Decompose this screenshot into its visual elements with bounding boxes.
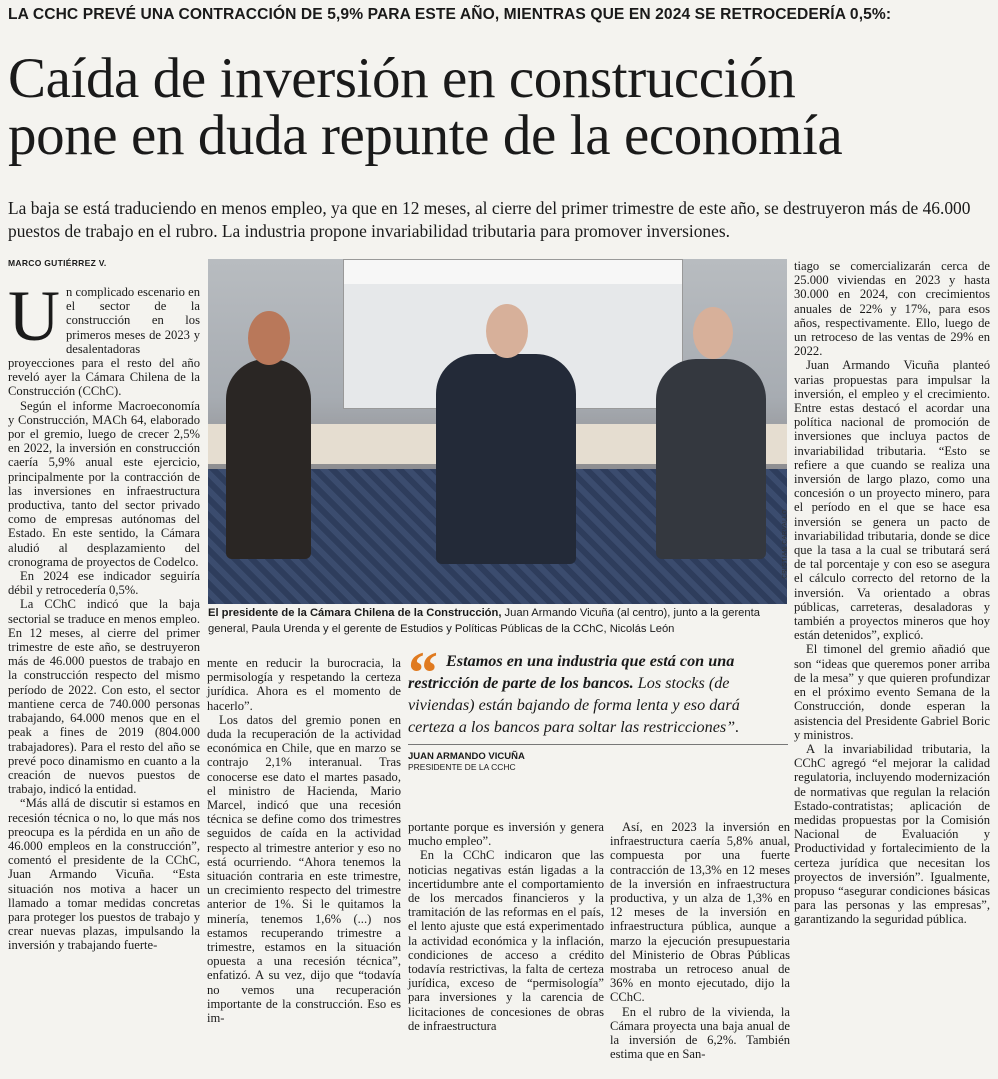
article-column-1 — [8, 276, 200, 953]
paragraph: Los datos del gremio ponen en duda la recuperación de la actividad económica en Chile, que en marzo se contrajo 2,1% interanual. Tras conocerse ese dato el martes pasado, el ministro de Hacienda, Mario Marcel, indicó que una recesión técnica se define como dos trimestres seguidos de caída en la actividad respecto al trimestre anterior y eso no está ocurriendo. “Ahora tenemos la situación contraria en este trimestre, un crecimiento respecto del trimestre anterior de 1%. Si le quitamos la minería, tenemos 1,6% (...) nos estamos recuperando trimestre a trimestre, estamos en la situación opuesta a una recesión técnica”, enfatizó. A su vez, dijo que “todavía no vemos una recuperación importante de la construcción. Eso es im- — [207, 712, 401, 1026]
paragraph: La CChC indicó que la baja sectorial se traduce en menos empleo. En 12 meses, al cierre del primer trimestre de este año, se destruyeron más de 46.000 puestos de trabajo en la construcción respecto del mismo período de 2022. Con esto, el sector mantiene cerca de 740.000 personas trabajando, 64.000 menos que en el peak a fines de 2019 (804.000 trabajadores). Para el resto del año se prevé poco dinamismo en cuanto a la creación de nuevos puestos de trabajo, indicó la entidad. — [8, 597, 200, 797]
quote-mark-icon: “ — [408, 640, 438, 706]
headline — [8, 47, 993, 167]
person-center — [436, 354, 576, 564]
person-right — [656, 359, 766, 559]
photo-credit: CRISTIAN CARVALLO — [783, 509, 789, 579]
article-column-3 — [408, 820, 604, 1033]
quote-text: Estamos en una industria que está con una restricción de parte de los bancos. Los stocks (de viviendas) están bajando de forma lenta y eso dará certeza a los bancos para soltar las restricciones”. — [408, 652, 740, 736]
article-column-5 — [794, 259, 990, 927]
kicker: LA CCHC PREVÉ UNA CONTRACCIÓN DE 5,9% PARA ESTE AÑO, MIENTRAS QUE EN 2024 SE RETROCEDERÍA 0,5%: — [8, 6, 892, 23]
paragraph: En el rubro de la vivienda, la Cámara proyecta una baja anual de la inversión de 6,2%. También estima que en San- — [610, 1004, 790, 1062]
paragraph: Según el informe Macroeconomía y Construcción, MACh 64, elaborado por el gremio, luego de crecer 2,5% en 2022, la inversión en construcción caería 5,9% anual este ejercicio, principalmente por la contracción de las inversiones en infraestructura productiva, tanto del sector privado como de empresas autónomas del Estado. En este sentido, la Cámara aludió al desplazamiento del cronograma de proyectos de Codelco. — [8, 398, 200, 569]
press-photo — [208, 259, 787, 604]
deck: La baja se está traduciendo en menos empleo, ya que en 12 meses, al cierre del primer trimestre de este año, se destruyeron más de 46.000 puestos de trabajo en el rubro. La industria propone invariabilidad tributaria para promover inversiones. — [8, 198, 971, 241]
paragraph: A la invariabilidad tributaria, la CChC agregó “el mejorar la calidad regulatoria, incluyendo modernización de normativas que regulan la relación Estado-contratistas; aplicación de medidas propuestas por la Comisión Nacional de Evaluación y Productividad y fortalecimiento de la certeza jurídica que necesitan los proyectos de inversión”. Igualmente, propuso “asegurar condiciones básicas para las personas y las empresas”, garantizando la seguridad pública. — [794, 741, 990, 927]
person-left — [226, 359, 311, 559]
paragraph: Juan Armando Vicuña planteó varias propuestas para impulsar la inversión, el empleo y el crecimiento. Entre estas destacó el acordar una política nacional de promoción de inversiones que incluya pactos de invariabilidad tributaria. “Esto se refiere a que cuando se realiza una inversión de largo plazo, como una concesión o un proyecto minero, para el período en el que se hace esa inversión se genera un pacto de invariabilidad tributaria, donde se dice que la tasa a la cual se tributará será de tal porcentaje y con eso se asegura el cálculo correcto del retorno de la inversión. Va orientado a obras públicas, carreteras, desaladoras y también a proyectos mineros que hoy están detenidos”, explicó. — [794, 358, 990, 643]
quote-author: JUAN ARMANDO VICUÑA — [408, 751, 525, 762]
paragraph: mente en reducir la burocracia, la permisología y respetando la certeza jurídica. Ahora es el momento de hacerlo”. — [207, 656, 401, 713]
pull-quote — [408, 640, 790, 772]
paragraph: Así, en 2023 la inversión en infraestructura caería 5,8% anual, compuesta por una fuerte contracción de 13,3% en 12 meses de la inversión en infraestructura productiva, y un alza de 1,3% en 12 meses de la inversión en infraestructura pública, aunque a marzo la ejecución presupuestaria del Ministerio de Obras Públicas mostraba un retroceso anual de 36% en monto ejecutado, dijo la CChC. — [610, 820, 790, 1005]
photo-caption: El presidente de la Cámara Chilena de la Construcción, Juan Armando Vicuña (al centro), junto a la gerenta general, Paula Urenda y el gerente de Estudios y Políticas Públicas de la CChC, Nicolás León — [208, 607, 760, 635]
headline-line-2: pone en duda repunte de la economía — [8, 104, 843, 167]
paragraph: En 2024 ese indicador seguiría débil y retrocedería 0,5%. — [8, 569, 200, 598]
paragraph: “Más allá de discutir si estamos en recesión técnica o no, lo que más nos preocupa es la pérdida en un año de 46.000 empleos en la construcción”, comentó el presidente de la CChC, Juan Armando Vicuña. “Esta situación nos motiva a hacer un llamado a tomar medidas concretas para proteger los puestos de trabajo y crear nuevas plazas, impulsando la inversión y trabajando fuerte- — [8, 796, 200, 953]
headline-line-1: Caída de inversión en construcción — [8, 47, 796, 110]
article-column-4 — [610, 820, 790, 1061]
paragraph: portante porque es inversión y genera mucho empleo”. — [408, 820, 604, 849]
paragraph: tiago se comercializarán cerca de 25.000 viviendas en 2023 y hasta 30.000 en 2024, con crecimientos anuales de 22% y 17%, para esos años, respectivamente. Ello, luego de un retroceso de las ventas de 29% en 2022. — [794, 259, 990, 359]
byline: MARCO GUTIÉRREZ V. — [8, 258, 107, 268]
paragraph: El timonel del gremio añadió que son “ideas que queremos poner arriba de la mesa” y que quieren profundizar en el próximo evento Semana de la Construcción, donde esperan la asistencia del Presidente Gabriel Boric y ministros. — [794, 642, 990, 742]
quote-author-role: PRESIDENTE DE LA CCHC — [408, 762, 516, 772]
lead-paragraph: Un complicado escenario en el sector de la construcción en los primeros meses de 2023 y desalentadoras proyecciones para el resto del año reveló ayer la Cámara Chilena de la Construcción (CChC). — [8, 276, 200, 399]
paragraph: En la CChC indicaron que las noticias negativas están ligadas a la incertidumbre ante el comportamiento de los mercados financieros y la tramitación de las reformas en el país, el lento ajuste que está experimentado la actividad económica y la inflación, condiciones de acceso a crédito todavía restrictivas, la falta de certeza jurídica, exceso de “permisología” para inversiones y la carencia de licitaciones de concesiones de obras de infraestructura — [408, 848, 604, 1033]
article-column-2 — [207, 656, 401, 1025]
quote-divider — [408, 744, 788, 745]
drop-cap: U — [8, 276, 60, 356]
